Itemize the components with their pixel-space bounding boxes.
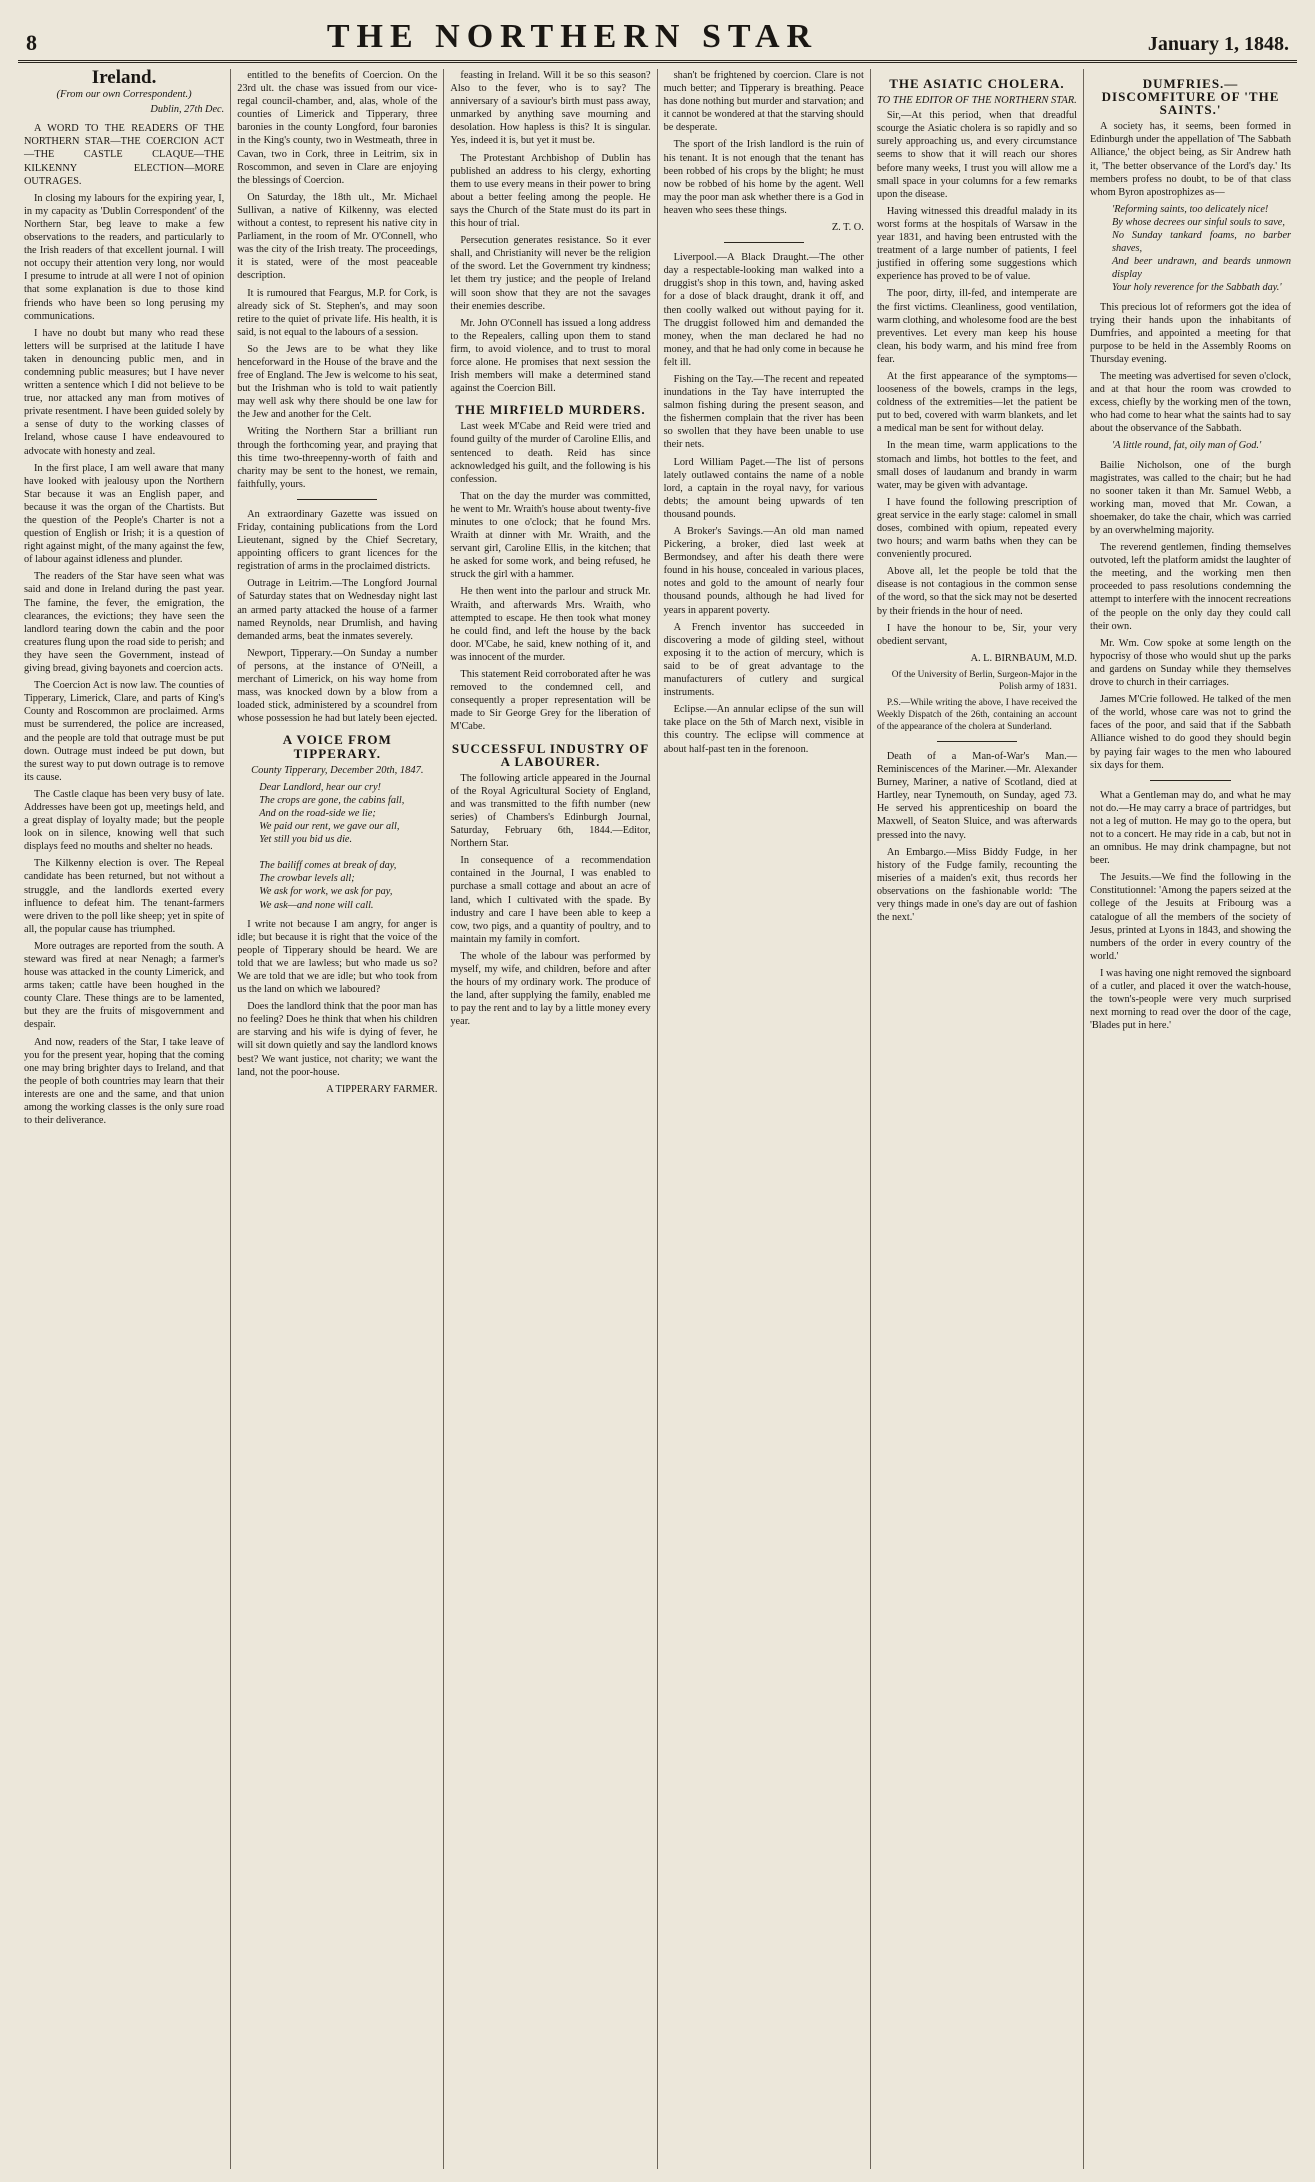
paragraph: And now, readers of the Star, I take leave of you for the present year, hoping that the coming one may bring brighter days to Ireland, and that the people of both countries may learn that their interests are one and the same, and that union among the working classes is the only sure road to their deliverance. (24, 1036, 225, 1127)
paragraph: What a Gentleman may do, and what he may not do.—He may carry a brace of partridges, but not a leg of mutton. He may go to the opera, but not to a concert. He may ride in a cab, but not in an omnibus. He may drink champagne, but not beer. (1090, 789, 1292, 867)
paragraph: An Embargo.—Miss Biddy Fudge, in her history of the Fudge family, recounting the miseries of a maiden's exit, thus records her observations on the fashionable world: 'The very things made in one's day are out of fashion the next.' (876, 846, 1078, 924)
poem-verse: Dear Landlord, hear our cry! The crops are gone, the cabins fall, And on the road-side we lie; We paid our rent, we gave our all, Yet still you bid us die. The bailiff comes at break of day, The crowbar levels all; We ask for work, we ask for pay, We ask—and none will call. (259, 781, 405, 911)
columns (18, 69, 1297, 2169)
paragraph: So the Jews are to be what they like henceforward in the House of the brave and the free of England. The Jew is welcome to his seat, but the Irishman who is told to wait patiently may well ask why there should be one law for the Jew and another for the Celt. (237, 343, 438, 421)
paragraph: I was having one night removed the signboard of a cutler, and placed it over the watch-house, the town's-people were very much surprised next morning to read over the door of the cage, 'Blades put in here.' (1090, 967, 1292, 1032)
paragraph: More outrages are reported from the south. A steward was fired at near Nenagh; a farmer's house was attacked in the county Limerick, and arms taken; cattle have been houghed in the county Clare. These things are to be lamented, but they are the fruits of misgovernment and despair. (24, 940, 225, 1031)
quoted-verse: 'A little round, fat, oily man of God.' (1112, 440, 1262, 452)
paragraph: This precious lot of reformers got the idea of trying their hands upon the inhabitants of Dumfries, and appointed a meeting for that purpose to be held in the Assembly Rooms on Thursday evening. (1090, 301, 1292, 365)
masthead (18, 10, 1297, 63)
article-intro: A WORD TO THE READERS OF THE NORTHERN STAR—THE COERCION ACT—THE CASTLE CLAQUE—THE KILKENNY ELECTION—MORE OUTRAGES. (24, 123, 225, 187)
paragraph: An extraordinary Gazette was issued on Friday, containing publications from the Lord Lieutenant, signed by the Chief Secretary, appointing officers to grant licences for the registration of arms in the proclaimed districts. (237, 508, 438, 573)
paragraph: In the mean time, warm applications to the stomach and limbs, hot bottles to the feet, and small doses of laudanum and brandy in warm water, may be given with advantage. (876, 440, 1078, 491)
column-6 (1084, 69, 1297, 2169)
divider (1150, 780, 1230, 781)
paragraph: Eclipse.—An annular eclipse of the sun will take place on the 5th of March next, visible in this country. The eclipse will commence at about half-past ten in the forenoon. (663, 704, 864, 755)
divider (297, 499, 377, 500)
signature-note: Of the University of Berlin, Surgeon-Major in the Polish army of 1831. (891, 669, 1078, 692)
section-subheading: (From our own Correspondent.) (56, 89, 192, 101)
paragraph: A Broker's Savings.—An old man named Pickering, a broker, died last week at Bermondsey, and after his death there were found in his house, concealed in various places, notes and gold to the amount of nearly four thousand pounds, although he had lived for years in apparent poverty. (663, 526, 864, 616)
postscript: P.S.—While writing the above, I have received the Weekly Dispatch of the 26th, containing an account of the appearance of the cholera at Sunderland. (876, 697, 1078, 732)
paragraph: This statement Reid corroborated after he was removed to the condemned cell, and consequently a proper representation will be made to Sir George Grey for the liberation of M'Cabe. (450, 669, 651, 733)
paragraph: Liverpool.—A Black Draught.—The other day a respectable-looking man walked into a druggist's shop in this town, and, having asked for a dose of black draught, drank it off, and then coolly walked out without paying for it. The druggist followed him and demanded the money, when the man declared he had no money, and that he had only come in because he felt ill. (663, 252, 864, 368)
column-1 (18, 69, 231, 2169)
paragraph: The readers of the Star have seen what was said and done in Ireland during the past year. The famine, the fever, the emigration, the clearances, the evictions; they have seen the landlord tearing down the cabin and the poor creatures flung upon the road side to perish; and they have seen the Government, instead of giving bread, giving bayonets and coercion acts. (24, 571, 225, 675)
quoted-verse: 'Reforming saints, too delicately nice! By whose decrees our sinful souls to save, No Sunday tankard foams, no barber shaves, And beer undrawn, and beards unmown display Your holy reverence for the Sabbath day.' (1112, 203, 1292, 294)
paragraph: In consequence of a recommendation contained in the Journal, I was enabled to purchase a small cottage and about an acre of land, which I cultivated with the spade. By industry and care I have been able to keep a cow, two pigs, and a quantity of poultry, and to maintain my family in comfort. (450, 855, 651, 945)
divider (724, 242, 804, 243)
paragraph: shan't be frightened by coercion. Clare is not much better; and Tipperary is breathing. Peace has done nothing but murder and starvation; and it cannot be wondered at that the starving should be desperate. (663, 70, 864, 134)
poem-dateline: County Tipperary, December 20th, 1847. (251, 764, 424, 776)
paragraph: A French inventor has succeeded in discovering a mode of gilding steel, without exposing it to the action of mercury, which is said to be of great advantage to the manufacturers of cutlery and surgical instruments. (663, 621, 864, 699)
paragraph: In the first place, I am well aware that many have looked with jealousy upon the Northern Star because it was an English paper, and because it was the organ of the Chartists. But the question of the People's Charter is not a question of English or Irish; it is a question of right against might, of the many against the few, of labour against idleness and plunder. (24, 462, 225, 566)
paragraph: Does the landlord think that the poor man has no feeling? Does he think that when his children are starving and his wife is dying of fever, he will sit down quietly and say the landlord knows best? We want justice, not charity; we want the land, not the poor-house. (237, 1001, 438, 1078)
paragraph: I have no doubt but many who read these letters will be surprised at the latitude I have taken in denouncing public men, and in condemning public measures; but I have never written a sentence which I did not believe to be true, nor attacked any man from motives of private resentment. I have been guided solely by a sense of duty to the working classes of Ireland, whose cause I have endeavoured to advocate with honesty and zeal. (24, 327, 225, 457)
paragraph: Outrage in Leitrim.—The Longford Journal of Saturday states that on Wednesday night last an armed party attacked the house of a farmer named Reynolds, near Drumlish, and having demanded arms, beat the inmates severely. (237, 578, 438, 642)
paragraph: Mr. Wm. Cow spoke at some length on the hypocrisy of those who would shut up the parks and gardens on Sunday while they themselves drove to church in their carriages. (1090, 637, 1292, 689)
signature: A TIPPERARY FARMER. (326, 1083, 438, 1095)
paragraph: Last week M'Cabe and Reid were tried and found guilty of the murder of Caroline Ellis, and sentenced to death. Reid has since acknowledged his guilt, and the following is his confession. (450, 421, 651, 485)
section-heading-ireland: Ireland. (91, 69, 157, 88)
paragraph: I write not because I am angry, for anger is idle; but because it is right that the voice of the people of Tipperary should be heard. We are told that we are lawless; but who made us so? We are told that we are idle; but who took from us the land on which we laboured? (237, 918, 438, 996)
paragraph: James M'Crie followed. He talked of the men of the world, whose care was not to grind the faces of the poor, and said that if the Sabbath Alliance wished to do good they should begin by paying fair wages to the men who laboured six days for them. (1090, 694, 1292, 771)
paragraph: The Protestant Archbishop of Dublin has published an address to his clergy, exhorting them to use every means in their power to bring about a better feeling among the people. He says the Church of the State must do its part in this hour of trial. (450, 152, 651, 230)
paragraph: The Castle claque has been very busy of late. Addresses have been got up, meetings held, and a great display of loyalty made; but the people look on in silence, knowing well that such displays feed no mouths and shelter no heads. (24, 788, 225, 853)
paragraph: In closing my labours for the expiring year, I, in my capacity as 'Dublin Correspondent' of the Northern Star, beg leave to make a few observations to the readers, and particularly to the Irish readers of that excellent journal. I will not occupy their attention very long, nor would I presume to intrude at all were I not of opinion that some explanation is due to those kind friends who have been so long perusing my communications. (24, 192, 225, 322)
paragraph: Mr. John O'Connell has issued a long address to the Repealers, calling upon them to stand firm, to avoid violence, and to trust to moral force alone. He promises that next session the Irish members will make a determined stand against the Coercion Bill. (450, 317, 651, 395)
paragraph: The sport of the Irish landlord is the ruin of his tenant. It is not enough that the tenant has been robbed of his crops by the blight; he must now be robbed of his home by the agent. Well may the poor man ask whether there is a God in heaven who sees these things. (663, 139, 864, 216)
paragraph: Death of a Man-of-War's Man.—Reminiscences of the Mariner.—Mr. Alexander Burney, Mariner, a native of Scotland, died at Hartley, near Tynemouth, on Sunday, aged 73. He served his apprenticeship on board the Maxwell, of Seaton Sluice, and was afterwards pressed into the navy. (876, 750, 1078, 841)
paragraph: That on the day the murder was committed, he went to Mr. Wraith's house about twenty-five minutes to one o'clock; that he found Mrs. Wraith at dinner with Mr. Wraith, and the servant girl, Caroline Ellis, in the kitchen; that he asked for some work, and being refused, he struck the girl with a hammer. (450, 490, 651, 581)
paragraph: The reverend gentlemen, finding themselves outvoted, left the platform amidst the laughter of the meeting, and the working men then proceeded to pass resolutions condemning the attempt to interfere with the innocent recreations of the people on the only day they could call their own. (1090, 542, 1292, 632)
poem-title: A VOICE FROM TIPPERARY. (282, 732, 392, 761)
article-heading-industry: SUCCESSFUL INDUSTRY OF A LABOURER. (451, 740, 650, 769)
paragraph: The Kilkenny election is over. The Repeal candidate has been returned, but not without a struggle, and the landlords exerted every influence to defeat him. The tenant-farmers were driven to the poll like sheep; yet in spite of all, the popular cause has triumphed. (24, 858, 225, 935)
paragraph: Fishing on the Tay.—The recent and repeated inundations in the Tay have interrupted the salmon fishing during the present season, and the fishermen complain that the river has been so swollen that they have been unable to use their nets. (663, 373, 864, 451)
dateline: Dublin, 27th Dec. (150, 104, 225, 116)
paragraph: On Saturday, the 18th ult., Mr. Michael Sullivan, a native of Kilkenny, was elected without a contest, to represent his native city in Parliament, in the room of Mr. O'Connell, who was the city of the Irish treaty. The proceedings, it is stated, were of the most peaceable description. (237, 191, 438, 282)
paragraph: At the first appearance of the symptoms—looseness of the bowels, cramps in the legs, coldness of the extremities—let the patient be put to bed, covered with warm blankets, and let a medical man be sent for without delay. (876, 370, 1078, 435)
paragraph: Writing the Northern Star a brilliant run through the forthcoming year, and praying that this time two-threepenny-worth of faith and charity may be sent to the honest, we remain, faithfully, yours. (237, 426, 438, 490)
paragraph: The meeting was advertised for seven o'clock, and at that hour the room was crowded to excess, chiefly by the working men of the town, who had come to hear what the saints had to say about the observance of the Sabbath. (1090, 370, 1292, 435)
column-5 (871, 69, 1084, 2169)
article-heading-dumfries: DUMFRIES.—DISCOMFITURE OF 'THE SAINTS.' (1101, 76, 1280, 118)
paragraph: The Jesuits.—We find the following in the Constitutionnel: 'Among the papers seized at the college of the Jesuits at Fribourg was a catalogue of all the members of the society of Jesus, printed at Lyons in 1843, and showing the numbers of the order in every country of the world.' (1090, 872, 1292, 962)
paragraph: Persecution generates resistance. So it ever shall, and Christianity will never be the religion of the sword. Let the Government try kindness; let them try justice; and the people of Ireland will soon show that they are not the savages their enemies describe. (450, 235, 651, 312)
paragraph: The whole of the labour was performed by myself, my wife, and children, before and after the hours of my ordinary work. The produce of the land, after supplying the family, enabled me to pay the rent and to lay by a little money every year. (450, 950, 651, 1028)
newspaper-title: THE NORTHERN STAR (326, 18, 819, 55)
issue-date: January 1, 1848. (1147, 33, 1289, 55)
column-2 (231, 69, 444, 2169)
paragraph: Sir,—At this period, when that dreadful scourge the Asiatic cholera is so rapidly and so surely approaching us, and every circumstance seems to show that it will reach our shores before many weeks, I trust you will allow me a small space in your columns for a few remarks upon the disease. (876, 110, 1078, 200)
article-heading-cholera: THE ASIATIC CHOLERA. (889, 76, 1065, 91)
paragraph: Newport, Tipperary.—On Sunday a number of persons, at the instance of O'Neill, a merchant of Limerick, on his way home from mass, was knocked down by a blow from a loaded stick, administered by a scoundrel from whose possession he had but lately been ejected. (237, 647, 438, 725)
paragraph: Above all, let the people be told that the disease is not contagious in the common sense of the word, so that the sick may not be deserted by their friends in the hour of need. (876, 566, 1078, 617)
signature: Z. T. O. (831, 222, 864, 234)
letter-closing: I have the honour to be, Sir, your very obedient servant, (876, 622, 1078, 647)
paragraph: He then went into the parlour and struck Mr. Wraith, and afterwards Mrs. Wraith, who attempted to escape. He then took what money he could find, and left the house by the back door. M'Cabe, he said, knew nothing of it, and was innocent of the murder. (450, 586, 651, 663)
column-3 (444, 69, 657, 2169)
paragraph: Bailie Nicholson, one of the burgh magistrates, was called to the chair; but he had no sooner taken it than Mr. Samuel Webb, a working man, moved that Mr. Cowan, a shoemaker, do take the chair, which was carried by an overwhelming majority. (1090, 459, 1292, 536)
paragraph: The poor, dirty, ill-fed, and intemperate are the first victims. Cleanliness, good ventilation, warm clothing, and wholesome food are the best preventives. Let every man keep his house clean, his body warm, and his mind free from fear. (876, 288, 1078, 365)
paragraph: It is rumoured that Feargus, M.P. for Cork, is already sick of St. Stephen's, and may soon retire to the quiet of private life. His health, it is said, is not equal to the labours of a session. (237, 287, 438, 338)
signature: A. L. BIRNBAUM, M.D. (970, 652, 1078, 664)
article-heading-mirfield: THE MIRFIELD MURDERS. (455, 402, 646, 418)
paragraph: The Coercion Act is now law. The counties of Tipperary, Limerick, Clare, and parts of King's County and Roscommon are proclaimed. Arms must be surrendered, the police are increased, and the people are told that outrage must be put down. Outrage must indeed be put down, but the surest way to put down outrage is to remove its cause. (24, 680, 225, 783)
divider (937, 741, 1017, 742)
paragraph: A society has, it seems, been formed in Edinburgh under the appellation of 'The Sabbath Alliance,' the object being, as Sir Andrew hath it, 'The better observance of the Lord's day.' Its members profess no doubt, to be of that class whom Byron apostrophizes as— (1090, 121, 1292, 198)
page-number: 8 (26, 30, 37, 55)
paragraph: I have found the following prescription of great service in the early stage: calomel in small doses, combined with opium, repeated every two hours; and warm baths when they can be conveniently procured. (876, 496, 1078, 561)
paragraph: The following article appeared in the Journal of the Royal Agricultural Society of England, and was transmitted to the fifth number (new series) of Chambers's Edinburgh Journal, Saturday, February 6th, 1844.—Editor, Northern Star. (450, 772, 651, 850)
paragraph: Lord William Paget.—The list of persons lately outlawed contains the name of a noble lord, a captain in the royal navy, for various debts; the amount being upwards of ten thousand pounds. (663, 456, 864, 520)
paragraph: entitled to the benefits of Coercion. On the 23rd ult. the chase was issued from our vice-regal council-chamber, and, alas, whole of the counties of Limerick and Tipperary, three baronies in the county Longford, four baronies in the King's county, two in Westmeath, three in Cavan, two in Cork, three in Leitrim, six in Roscommon, and seven in Clare are enjoying the blessings of Coercion. (237, 70, 438, 186)
paragraph: Having witnessed this dreadful malady in its worst forms at the hospitals of Warsaw in the year 1831, and having been entrusted with the treatment of a large number of patients, I feel justified in offering some suggestions which experience has proved to be of value. (876, 205, 1078, 283)
paragraph: feasting in Ireland. Will it be so this season? Also to the fever, who is to say? The anniversary of a saviour's birth must pass away, unmarked by anything save mourning and desolation. How hapless is this? It is singular. Yes, indeed it is, but yet it must be. (450, 70, 651, 147)
column-4 (658, 69, 871, 2169)
letter-address: TO THE EDITOR OF THE NORTHERN STAR. (877, 95, 1077, 107)
